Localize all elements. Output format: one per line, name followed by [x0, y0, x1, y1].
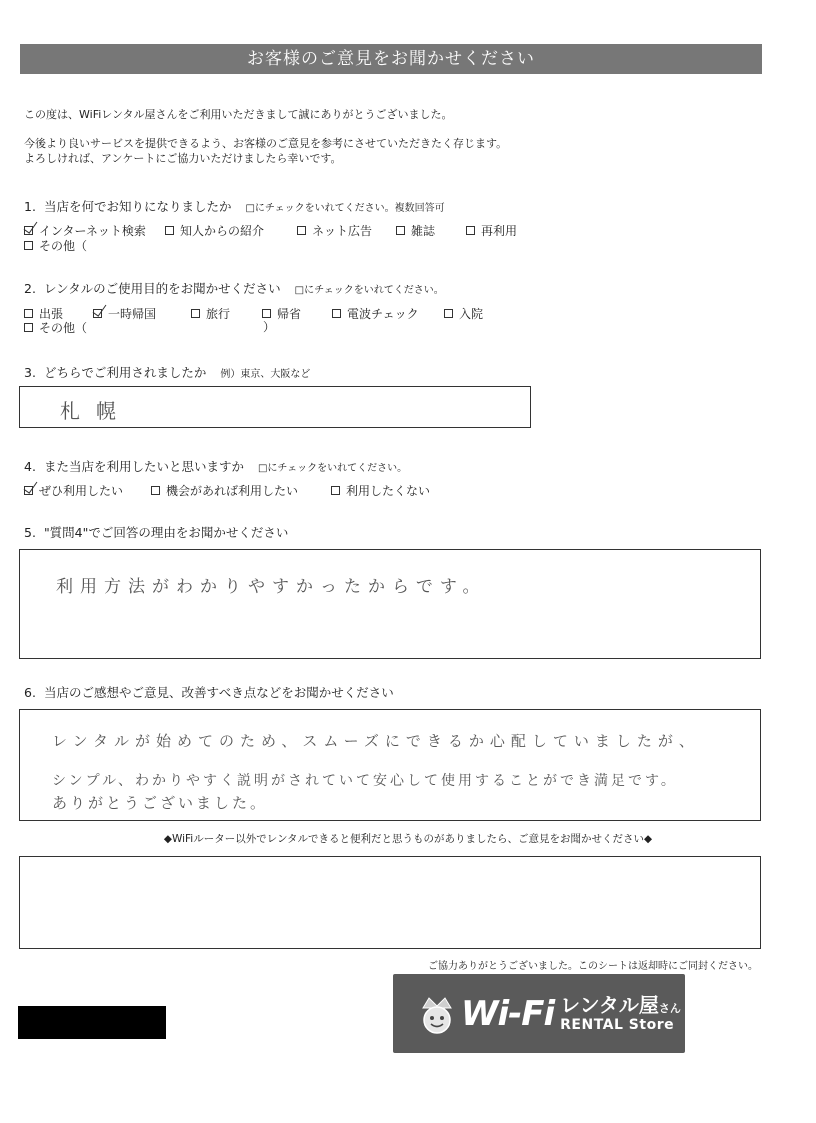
option-label: ネット広告 [312, 224, 373, 238]
question-5-text: "質問4"でご回答の理由をお聞かせください [43, 525, 289, 540]
option-label: 一時帰国 [108, 307, 157, 321]
checkbox[interactable] [262, 309, 271, 318]
q1-option-reuse[interactable] [466, 222, 517, 239]
checkbox[interactable] [24, 323, 33, 332]
checkbox-checked[interactable] [24, 486, 33, 495]
option-label: 出張 [39, 307, 64, 321]
question-6-number: 6. [24, 685, 36, 700]
question-4-text: また当店を利用したいと思いますか [43, 459, 244, 474]
option-label: 入院 [459, 307, 484, 321]
question-3 [24, 363, 310, 381]
option-label: 電波チェック [347, 307, 419, 321]
q1-option-other[interactable] [24, 237, 87, 254]
question-3-number: 3. [24, 365, 36, 380]
brand-logo [393, 974, 685, 1053]
q6-answer-line-2: シンプル、わかりやすく説明がされていて安心して使用することができ満足です。 [52, 773, 678, 789]
option-label: 帰省 [277, 307, 302, 321]
checkbox-checked[interactable] [93, 309, 102, 318]
question-5-number: 5. [24, 525, 36, 540]
checkbox[interactable] [151, 486, 160, 495]
option-label: ぜひ利用したい [39, 484, 124, 498]
q1-option-net-ad[interactable] [297, 222, 372, 239]
intro-line-1: この度は、WiFiレンタル屋さんをご利用いただきまして誠にありがとうございました。 [24, 108, 453, 121]
option-label: 利用したくない [346, 484, 431, 498]
q1-option-magazine[interactable] [396, 222, 435, 239]
checkbox[interactable] [191, 309, 200, 318]
q6-answer-field[interactable] [19, 709, 761, 821]
checkbox[interactable] [297, 226, 306, 235]
option-label: 機会があれば利用したい [166, 484, 299, 498]
question-3-text: どちらでご利用されましたか [43, 365, 207, 380]
option-label: インターネット検索 [39, 224, 146, 238]
option-label: その他（ [39, 321, 88, 335]
question-2 [24, 279, 444, 297]
question-2-text: レンタルのご使用目的をお聞かせください [43, 281, 281, 296]
q2-option-temporary-return[interactable] [93, 305, 156, 322]
question-1-number: 1. [24, 199, 36, 214]
redaction-block [18, 1006, 166, 1039]
q5-answer-text: 利用方法がわかりやすかったからです。 [56, 577, 487, 597]
q4-option-definitely[interactable] [24, 482, 123, 499]
checkbox[interactable] [466, 226, 475, 235]
q4-option-if-chance[interactable] [151, 482, 298, 499]
option-label: その他（ [39, 239, 88, 253]
question-1-text: 当店を何でお知りになりましたか [43, 199, 232, 214]
q2-other-close-paren: ） [263, 320, 276, 334]
q7-answer-field[interactable] [19, 856, 761, 949]
q3-answer-field[interactable] [19, 386, 531, 428]
intro-line-2: 今後より良いサービスを提供できるよう、お客様のご意見を参考にさせていただきたく存じます。 [24, 137, 508, 150]
question-5 [24, 523, 288, 541]
logo-jp-small: さん [658, 1002, 681, 1015]
option-label: 知人からの紹介 [180, 224, 265, 238]
checkbox[interactable] [444, 309, 453, 318]
option-label: 旅行 [206, 307, 231, 321]
checkbox[interactable] [331, 486, 340, 495]
crown-mascot-icon [415, 992, 459, 1036]
checkbox[interactable] [396, 226, 405, 235]
q2-option-travel[interactable] [191, 305, 230, 322]
q5-answer-field[interactable] [19, 549, 761, 659]
q2-option-other[interactable] [24, 319, 87, 336]
question-3-note: 例）東京、大阪など [220, 369, 311, 380]
question-6 [24, 683, 394, 701]
thanks-note: ご協力ありがとうございました。このシートは返却時にご同封ください。 [428, 961, 758, 972]
question-4-number: 4. [24, 459, 36, 474]
q4-option-no[interactable] [331, 482, 430, 499]
question-6-text: 当店のご感想やご意見、改善すべき点などをお聞かせください [43, 685, 394, 700]
intro-line-3: よろしければ、アンケートにご協力いただけましたら幸いです。 [24, 152, 342, 165]
question-1-note: □にチェックをいれてください。複数回答可 [245, 203, 445, 214]
logo-en-text: RENTAL Store [560, 1017, 675, 1033]
q2-option-hospital[interactable] [444, 305, 483, 322]
question-4-note: □にチェックをいれてください。 [257, 463, 408, 474]
question-4 [24, 457, 407, 475]
q6-answer-line-3: ありがとうございました。 [52, 794, 269, 812]
checkbox[interactable] [24, 241, 33, 250]
checkbox-checked[interactable] [24, 226, 33, 235]
question-2-number: 2. [24, 281, 36, 296]
option-label: 雑誌 [411, 224, 436, 238]
logo-jp-text: レンタル屋 [560, 993, 659, 1017]
q2-option-signal-check[interactable] [332, 305, 419, 322]
checkbox[interactable] [24, 309, 33, 318]
q1-option-referral[interactable] [165, 222, 264, 239]
q6-answer-line-1: レンタルが始めてのため、スムーズにできるか心配していましたが、 [52, 732, 700, 750]
logo-wifi-text: Wi-Fi [461, 993, 555, 1034]
page-title: お客様のご意見をお聞かせください [20, 44, 762, 74]
q3-answer-text: 札幌 [60, 399, 132, 423]
question-2-note: □にチェックをいれてください。 [294, 285, 444, 296]
checkbox[interactable] [332, 309, 341, 318]
option-label: 再利用 [481, 224, 518, 238]
checkbox[interactable] [165, 226, 174, 235]
question-7: ◆WiFiルーター以外でレンタルできると便利だと思うものがありましたら、ご意見をお聞かせください◆ [163, 833, 653, 845]
question-1 [24, 197, 445, 215]
